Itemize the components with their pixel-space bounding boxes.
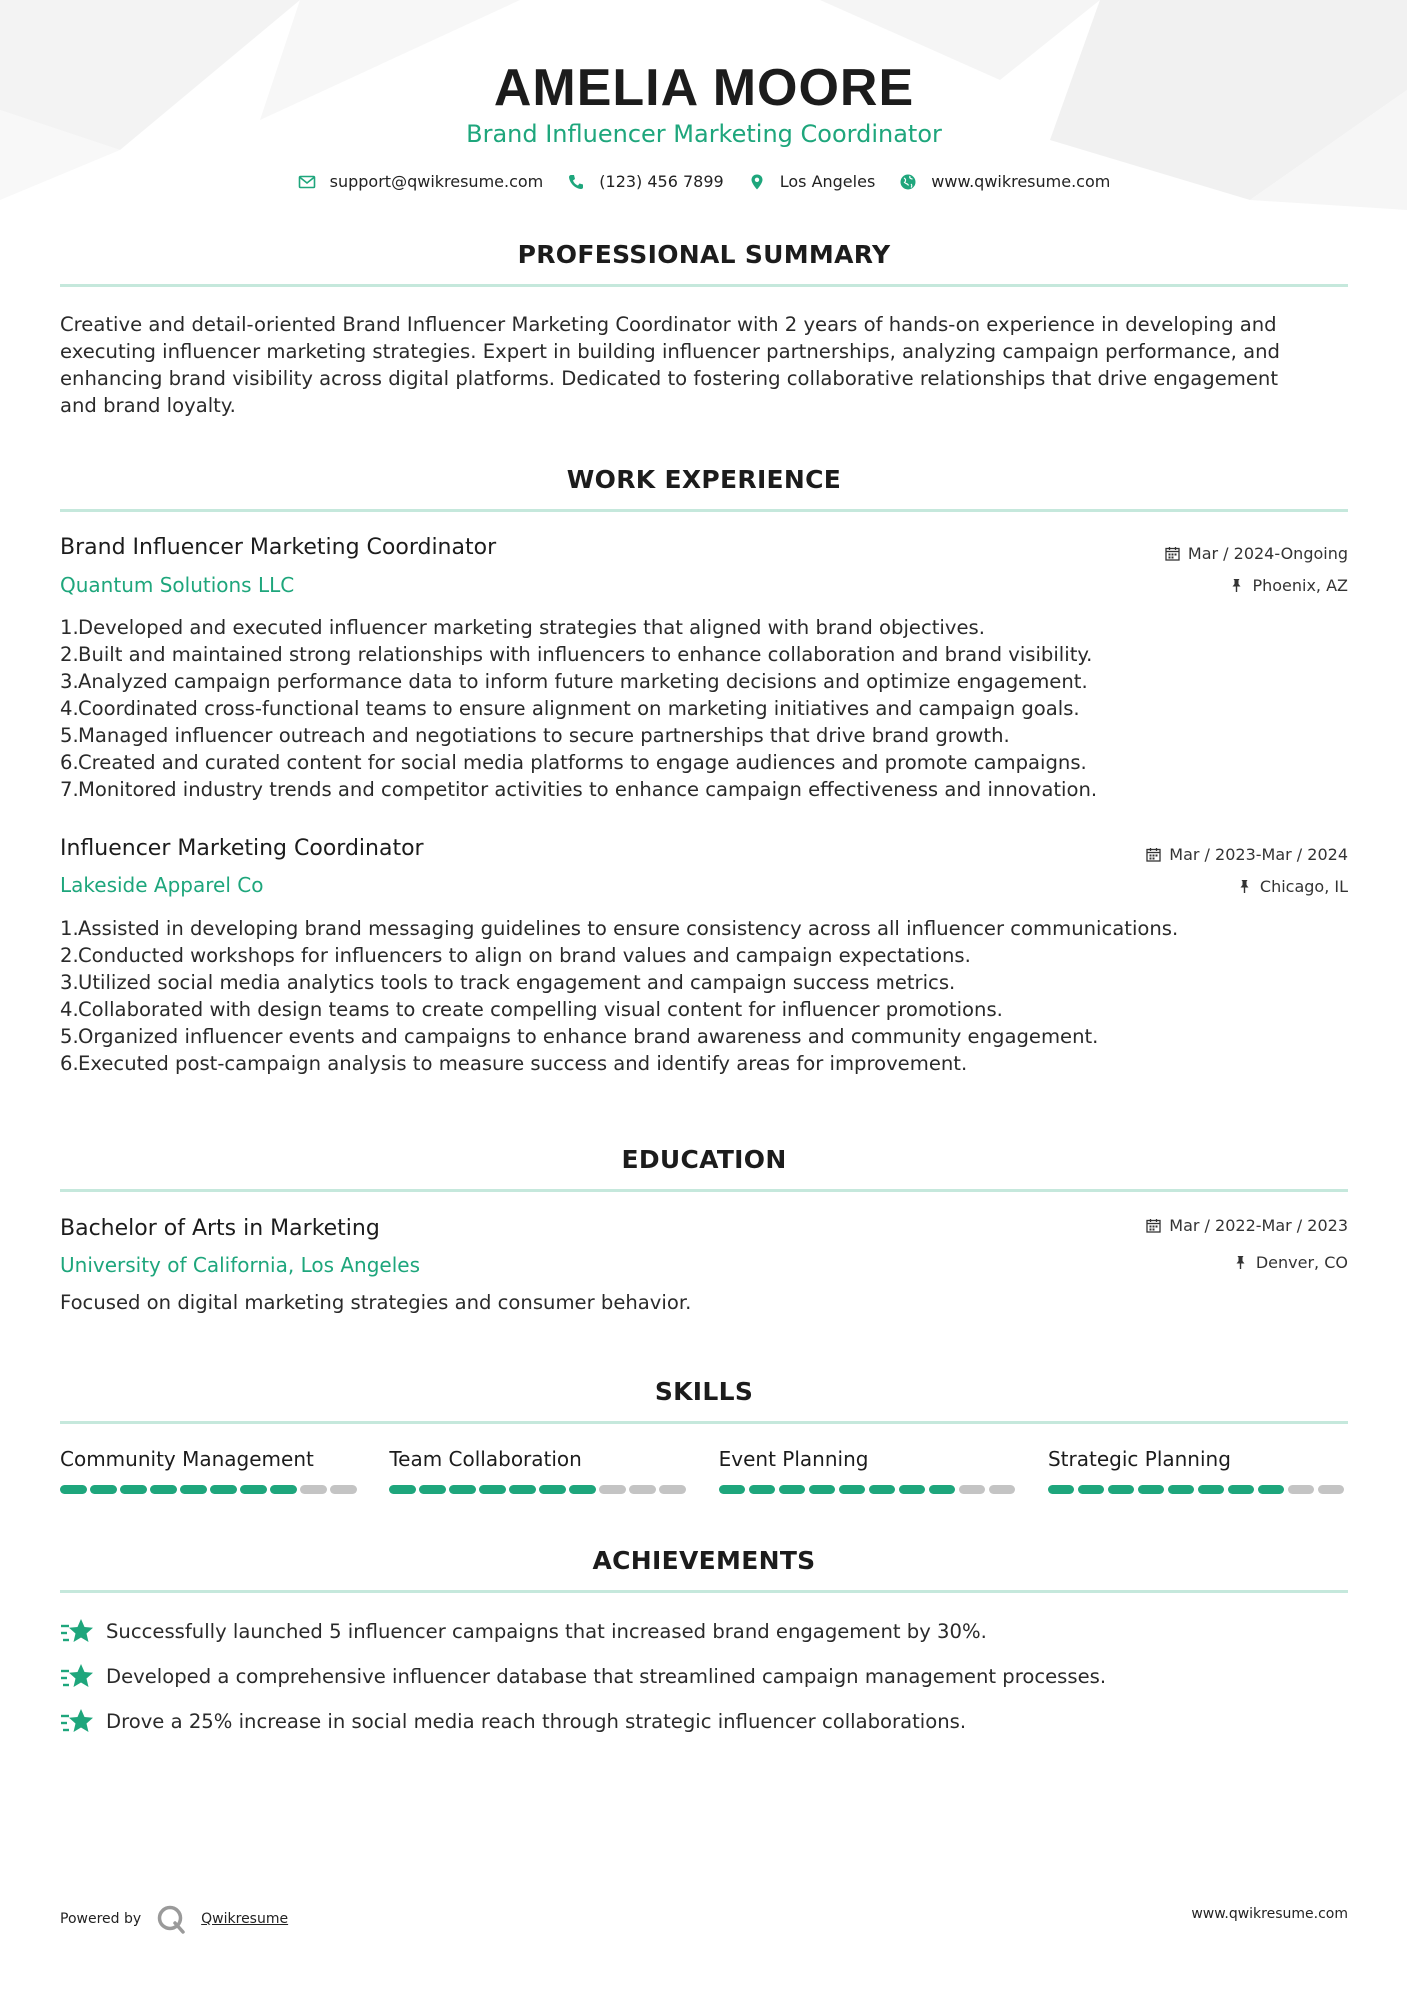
phone-text: (123) 456 7899: [599, 172, 724, 191]
achievements-divider: [60, 1590, 1348, 1593]
skill-segment-filled: [60, 1485, 87, 1494]
skill-segment-filled: [180, 1485, 207, 1494]
skill-segment-filled: [120, 1485, 147, 1494]
company-name: Quantum Solutions LLC: [60, 573, 295, 597]
list-item: 2. Conducted workshops for influencers to align on brand values and campaign expectations.: [60, 944, 971, 967]
skill-level-bar: [719, 1485, 1019, 1494]
list-item: 3. Utilized social media analytics tools to track engagement and campaign success metrics.: [60, 971, 956, 994]
job-title: Brand Influencer Marketing Coordinator: [60, 535, 497, 560]
qwikresume-link[interactable]: Qwikresume: [201, 1911, 289, 1927]
envelope-icon: [298, 173, 316, 191]
summary-heading: PROFESSIONAL SUMMARY: [517, 240, 891, 269]
calendar-icon: [1146, 847, 1161, 862]
achievement-item: [60, 1654, 1348, 1699]
skill-level-bar: [60, 1485, 360, 1494]
skills-grid: [60, 1447, 1348, 1494]
achievement-text: Drove a 25% increase in social media reach through strategic influencer collaborations.: [106, 1710, 967, 1733]
skill-segment-filled: [569, 1485, 596, 1494]
contact-location: [748, 172, 876, 191]
list-item: 1. Assisted in developing brand messaging guidelines to ensure consistency across all influencer communications.: [60, 917, 1179, 940]
skill-segment-filled: [210, 1485, 237, 1494]
degree-title: Bachelor of Arts in Marketing: [60, 1216, 380, 1241]
skill-segment-filled: [779, 1485, 806, 1494]
company-name: Lakeside Apparel Co: [60, 873, 264, 897]
education-location: [1233, 1253, 1348, 1272]
skill-segment-filled: [509, 1485, 536, 1494]
list-item: 5. Managed influencer outreach and negotiations to secure partnerships that drive brand growth.: [60, 724, 1010, 747]
achievement-text: Successfully launched 5 influencer campaigns that increased brand engagement by 30%.: [106, 1620, 987, 1643]
achievement-item: [60, 1609, 1348, 1654]
calendar-icon: [1146, 1218, 1161, 1233]
skill-item: [1048, 1447, 1348, 1494]
skills-heading: SKILLS: [654, 1377, 754, 1406]
skill-segment-filled: [419, 1485, 446, 1494]
job-location: [1229, 576, 1348, 595]
skill-segment-filled: [1228, 1485, 1255, 1494]
skill-segment-filled: [809, 1485, 836, 1494]
candidate-name: AMELIA MOORE: [493, 59, 915, 117]
experience-heading: WORK EXPERIENCE: [566, 465, 842, 494]
skill-segment-filled: [749, 1485, 776, 1494]
skill-label: Team Collaboration: [389, 1447, 582, 1471]
skill-segment-filled: [479, 1485, 506, 1494]
achievement-item: [60, 1699, 1348, 1744]
skill-segment-filled: [899, 1485, 926, 1494]
skill-segment-filled: [270, 1485, 297, 1494]
skill-segment-empty: [1288, 1485, 1315, 1494]
list-item: 1. Developed and executed influencer marketing strategies that aligned with brand objectives.: [60, 616, 985, 639]
speed-star-icon: [60, 1707, 94, 1737]
globe-icon: [899, 173, 917, 191]
skill-segment-empty: [629, 1485, 656, 1494]
education-dates: [1146, 1216, 1348, 1235]
education-description: Focused on digital marketing strategies and consumer behavior.: [60, 1291, 692, 1314]
skill-segment-filled: [449, 1485, 476, 1494]
job-location-text: Phoenix, AZ: [1252, 576, 1348, 595]
website-text: www.qwikresume.com: [931, 172, 1111, 191]
skill-level-bar: [1048, 1485, 1348, 1494]
list-item: 5. Organized influencer events and campaigns to enhance brand awareness and community engagement.: [60, 1025, 1099, 1048]
list-item: 3. Analyzed campaign performance data to inform future marketing decisions and optimize engagement.: [60, 670, 1088, 693]
job-title: Influencer Marketing Coordinator: [60, 836, 424, 861]
skill-segment-filled: [539, 1485, 566, 1494]
skill-segment-filled: [1198, 1485, 1225, 1494]
qwikresume-logo-icon: [155, 1903, 187, 1935]
job-dates-text: Mar / 2024-Ongoing: [1187, 544, 1348, 563]
skill-segment-filled: [1108, 1485, 1135, 1494]
footer-website[interactable]: www.qwikresume.com: [1191, 1906, 1348, 1922]
education-dates-text: Mar / 2022-Mar / 2023: [1169, 1216, 1348, 1235]
resume-page: [60, 0, 1348, 1990]
candidate-title: Brand Influencer Marketing Coordinator: [466, 120, 942, 148]
pushpin-icon: [1237, 879, 1252, 894]
speed-star-icon: [60, 1617, 94, 1647]
education-heading: EDUCATION: [621, 1145, 787, 1174]
skill-segment-empty: [599, 1485, 626, 1494]
achievements-heading: ACHIEVEMENTS: [592, 1546, 816, 1575]
skill-segment-empty: [989, 1485, 1016, 1494]
skill-segment-filled: [1048, 1485, 1075, 1494]
skill-segment-empty: [959, 1485, 986, 1494]
footer-powered-by: [60, 1903, 288, 1935]
list-item: 6. Executed post-campaign analysis to measure success and identify areas for improvement.: [60, 1052, 968, 1075]
summary-line: and brand loyalty.: [60, 394, 236, 417]
skill-label: Community Management: [60, 1447, 314, 1471]
summary-text: [60, 311, 1348, 419]
school-name: University of California, Los Angeles: [60, 1253, 421, 1277]
email-text: support@qwikresume.com: [329, 172, 544, 191]
skill-segment-filled: [1258, 1485, 1285, 1494]
job-dates: [1146, 845, 1348, 864]
skill-segment-empty: [330, 1485, 357, 1494]
skill-segment-filled: [1078, 1485, 1105, 1494]
list-item: 4. Collaborated with design teams to create compelling visual content for influencer promotions.: [60, 998, 1003, 1021]
job-dates-text: Mar / 2023-Mar / 2024: [1169, 845, 1348, 864]
location-text: Los Angeles: [779, 172, 876, 191]
summary-line: enhancing brand visibility across digital platforms. Dedicated to fostering collaborative relationships that drive engagement: [60, 367, 1279, 390]
contact-phone[interactable]: [567, 172, 723, 191]
speed-star-icon: [60, 1662, 94, 1692]
calendar-icon: [1165, 546, 1180, 561]
skill-segment-filled: [240, 1485, 267, 1494]
achievement-text: Developed a comprehensive influencer database that streamlined campaign management processes.: [106, 1665, 1107, 1688]
skill-item: [389, 1447, 689, 1494]
skills-divider: [60, 1421, 1348, 1424]
skill-segment-filled: [839, 1485, 866, 1494]
skill-segment-filled: [90, 1485, 117, 1494]
list-item: 6. Created and curated content for social media platforms to engage audiences and promote campaigns.: [60, 751, 1087, 774]
list-item: 7. Monitored industry trends and competitor activities to enhance campaign effectiveness and innovation.: [60, 778, 1098, 801]
map-pin-icon: [748, 173, 766, 191]
pushpin-icon: [1229, 578, 1244, 593]
skill-item: [60, 1447, 360, 1494]
experience-divider: [60, 509, 1348, 512]
summary-divider: [60, 284, 1348, 287]
skill-segment-empty: [659, 1485, 686, 1494]
skill-label: Strategic Planning: [1047, 1447, 1231, 1471]
achievements-list: [60, 1609, 1348, 1744]
education-location-text: Denver, CO: [1255, 1253, 1348, 1272]
skill-item: [719, 1447, 1019, 1494]
job-location-text: Chicago, IL: [1259, 877, 1348, 896]
skill-segment-filled: [1168, 1485, 1195, 1494]
skill-segment-filled: [1138, 1485, 1165, 1494]
skill-segment-filled: [869, 1485, 896, 1494]
list-item: 2. Built and maintained strong relationships with influencers to enhance collaboration and brand visibility.: [60, 643, 1093, 666]
education-divider: [60, 1189, 1348, 1192]
skill-segment-filled: [929, 1485, 956, 1494]
job-dates: [1165, 544, 1348, 563]
skill-label: Event Planning: [718, 1447, 869, 1471]
skill-level-bar: [389, 1485, 689, 1494]
skill-segment-filled: [150, 1485, 177, 1494]
contact-email[interactable]: [298, 172, 544, 191]
skill-segment-empty: [1318, 1485, 1345, 1494]
contact-website[interactable]: [899, 172, 1110, 191]
skill-segment-empty: [300, 1485, 327, 1494]
skill-segment-filled: [719, 1485, 746, 1494]
pushpin-icon: [1233, 1255, 1248, 1270]
job-bullets: [60, 915, 1348, 1077]
powered-by-label: Powered by: [60, 1911, 142, 1927]
phone-icon: [567, 173, 585, 191]
skill-segment-filled: [389, 1485, 416, 1494]
summary-line: executing influencer marketing strategies. Expert in building influencer partnerships, analyzing campaign performance, and: [60, 340, 1280, 363]
contact-bar: [60, 172, 1348, 191]
list-item: 4. Coordinated cross-functional teams to ensure alignment on marketing initiatives and campaign goals.: [60, 697, 1080, 720]
summary-line: Creative and detail-oriented Brand Influencer Marketing Coordinator with 2 years of hands-on experience in developing and: [60, 313, 1277, 336]
job-location: [1237, 877, 1348, 896]
job-bullets: [60, 614, 1348, 803]
